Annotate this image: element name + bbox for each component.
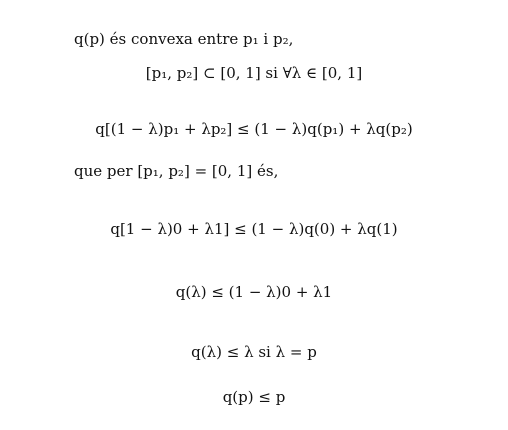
equation-substituted-inequality: q[1 − λ)0 + λ1] ≤ (1 − λ)q(0) + λq(1) [110, 220, 398, 238]
text-line-convexity-statement: q(p) és convexa entre p₁ i p₂, [74, 30, 294, 48]
text-line-interval-case: que per [p₁, p₂] = [0, 1] és, [74, 162, 279, 180]
equation-convexity-inequality: q[(1 − λ)p₁ + λp₂] ≤ (1 − λ)q(p₁) + λq(p₂) [95, 120, 413, 138]
equation-interval-condition: [p₁, p₂] ⊂ [0, 1] si ∀λ ∈ [0, 1] [145, 64, 363, 82]
equation-simplified-inequality: q(λ) ≤ (1 − λ)0 + λ1 [175, 283, 333, 301]
equation-conclusion: q(p) ≤ p [222, 388, 286, 406]
equation-lambda-bound: q(λ) ≤ λ si λ = p [191, 343, 317, 361]
